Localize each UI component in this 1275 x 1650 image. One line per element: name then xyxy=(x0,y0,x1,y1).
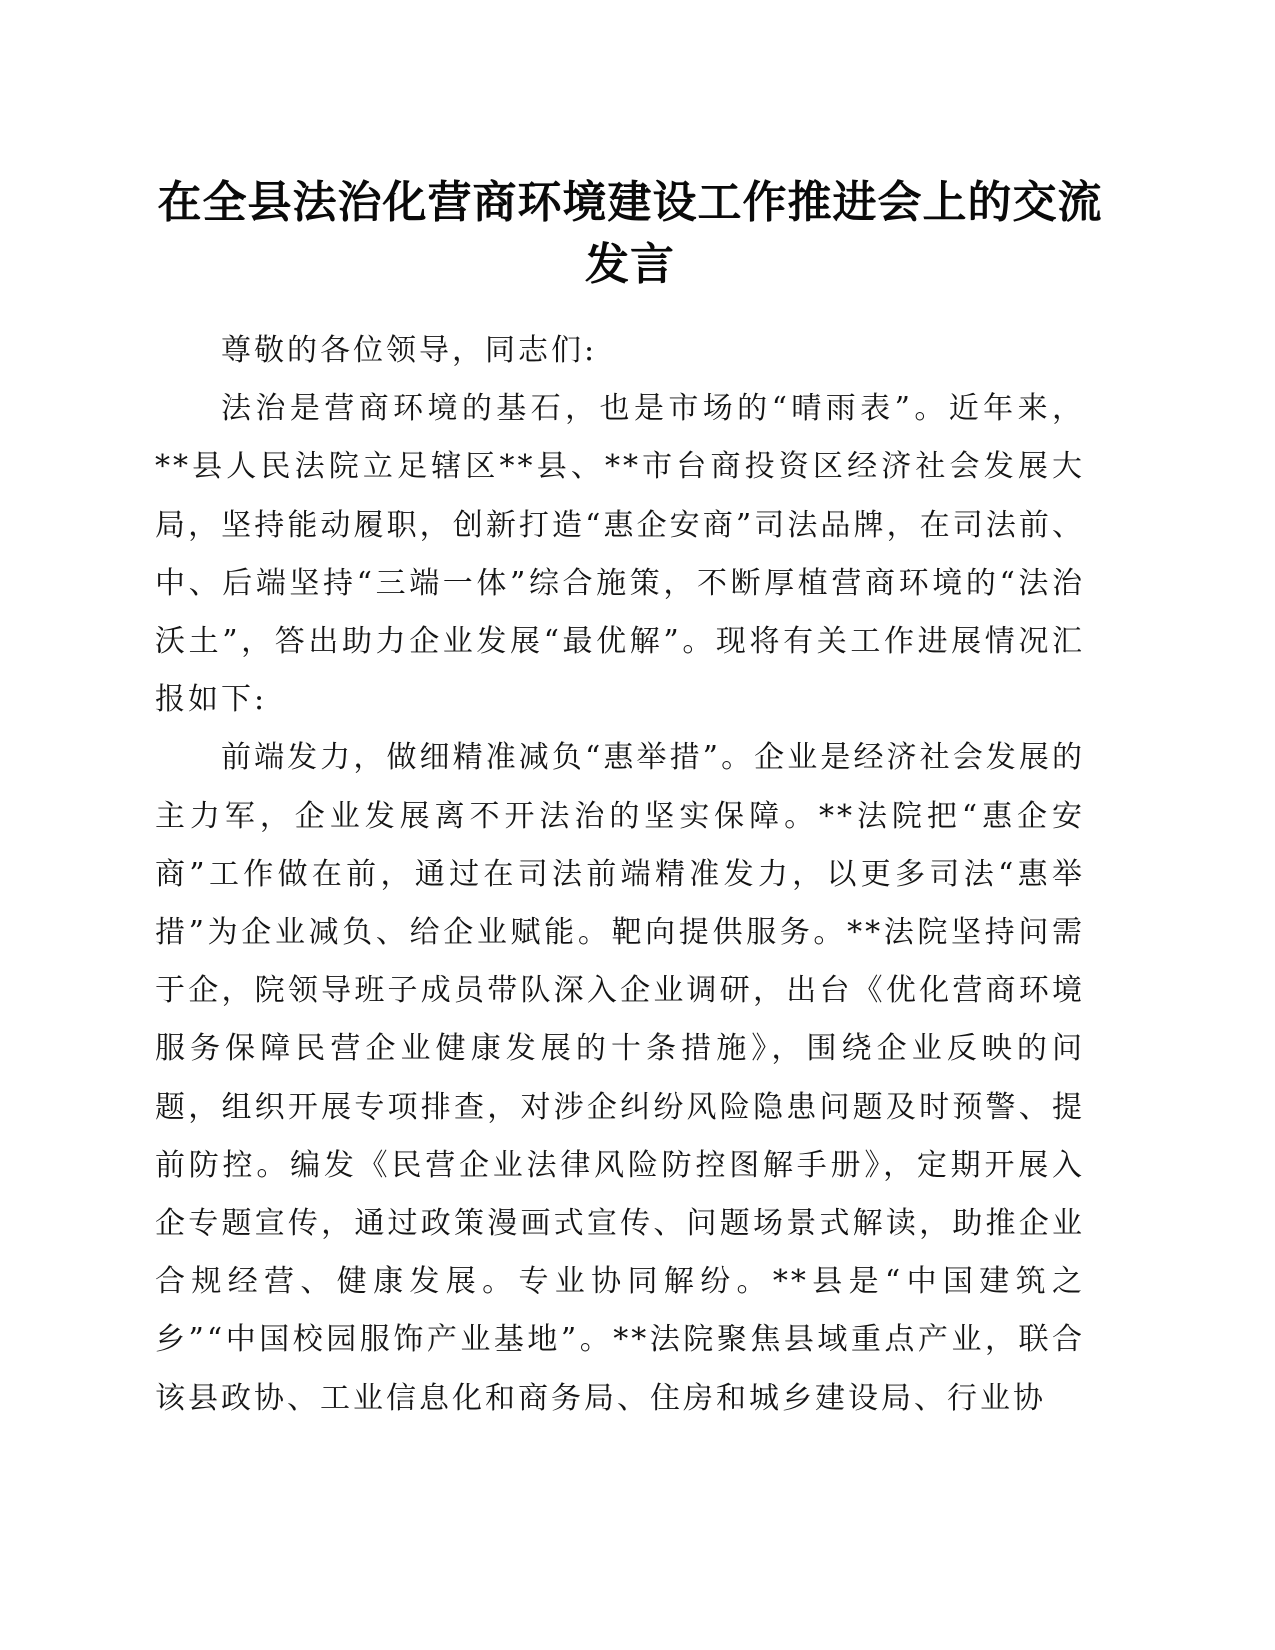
document-body xyxy=(155,322,1085,1428)
intro-paragraph: 法治是营商环境的基石，也是市场的“晴雨表”。近年来，**县人民法院立足辖区**县、**市台商投资区经济社会发展大局，坚持能动履职，创新打造“惠企安商”司法品牌，在司法前、中、后端坚持“三端一体”综合施策，不断厚植营商环境的“法治沃土”，答出助力企业发展“最优解”。现将有关工作进展情况汇报如下: xyxy=(155,391,1085,718)
greeting-paragraph: 尊敬的各位领导，同志们: xyxy=(221,333,598,368)
document-title: 在全县法治化营商环境建设工作推进会上的交流发言 xyxy=(157,177,1103,290)
front-end-paragraph: 前端发力，做细精准减负“惠举措”。企业是经济社会发展的主力军，企业发展离不开法治的坚实保障。**法院把“惠企安商”工作做在前，通过在司法前端精准发力，以更多司法“惠举措”为企业减负、给企业赋能。靶向提供服务。**法院坚持问需于企，院领导班子成员带队深入企业调研，出台《优化营商环境服务保障民营企业健康发展的十条措施》，围绕企业反映的问题，组织开展专项排查，对涉企纠纷风险隐患问题及时预警、提前防控。编发《民营企业法律风险防控图解手册》，定期开展入企专题宣传，通过政策漫画式宣传、问题场景式解读，助推企业合规经营、健康发展。专业协同解纷。**县是“中国建筑之乡”“中国校园服饰产业基地”。**法院聚焦县域重点产业，联合该县政协、工业信息化和商务局、住房和城乡建设局、行业协 xyxy=(155,740,1085,1416)
